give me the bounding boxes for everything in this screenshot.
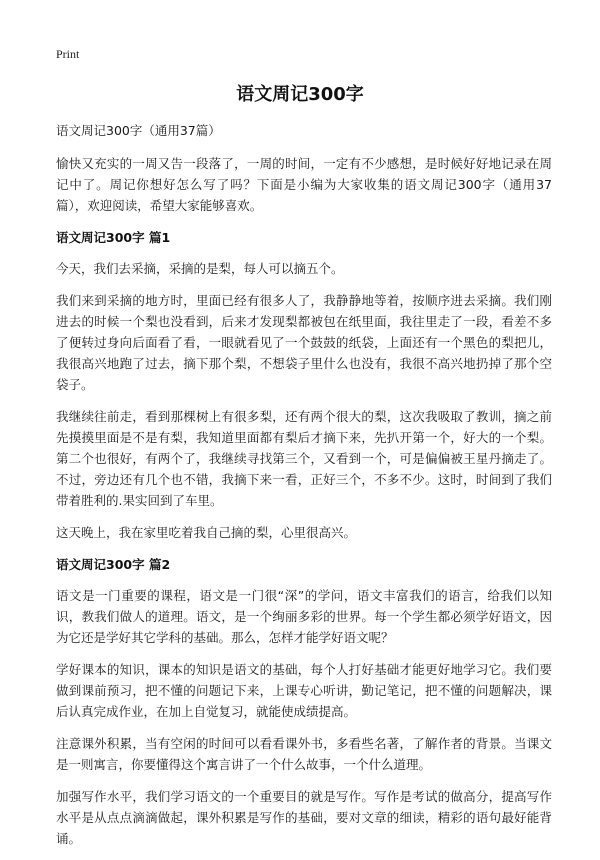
section-1-paragraph-3: 我继续往前走，看到那棵树上有很多梨，还有两个很大的梨，这次我吸取了教训，摘之前先摸摸里面是不是有梨，我知道里面都有梨后才摘下来，先扒开第一个，好大的一个梨。第二个也很好，有两个了，我继续寻找第三个，又看到一个，可是偏偏被王星丹摘走了。不过，旁边还有几个也不错，我摘下来一看，正好三个，不多不少。这时，时间到了我们带着胜利的.果实回到了车里。 [56, 409, 552, 508]
article-subtitle: 语文周记300字（通用37篇） [56, 123, 221, 138]
section-2-paragraph-4: 加强写作水平，我们学习语文的一个重要目的就是写作。写作是考试的做高分，提高写作水平是从点点滴滴做起，课外积累是写作的基础，要对文章的细读，精彩的语句最好能背诵。 [56, 789, 552, 846]
intro-paragraph: 愉快又充实的一周又告一段落了，一周的时间，一定有不少感想，是时候好好地记录在周记中了。周记你想好怎么写了吗？下面是小编为大家收集的语文周记300字（通用37篇），欢迎阅读，希望大家能够喜欢。 [56, 156, 552, 213]
section-1-paragraph-4: 这天晚上，我在家里吃着我自己摘的梨，心里很高兴。 [56, 525, 357, 540]
section-heading-2: 语文周记300字 篇2 [56, 557, 171, 572]
section-1-paragraph-2: 我们来到采摘的地方时，里面已经有很多人了，我静静地等着，按顺序进去采摘。我们刚进去的时候一个梨也没看到，后来才发现梨都被包在纸里面，我往里走了一段，看差不多了便转过身向后面看了看，一眼就看见了一个鼓鼓的纸袋，上面还有一个黑色的梨把儿，我很高兴地跑了过去，摘下那个梨，不想袋子里什么也没有，我很不高兴地扔掉了那个空袋子。 [56, 293, 552, 392]
article-body [56, 120, 552, 860]
section-2-paragraph-3: 注意课外积累，当有空闲的时间可以看看课外书，多看些名著，了解作者的背景。当课文是一则寓言，你要懂得这个寓言讲了一个什么故事，一个什么道理。 [56, 736, 552, 772]
section-2-paragraph-2: 学好课本的知识，课本的知识是语文的基础，每个人打好基础才能更好地学习它。我们要做到课前预习，把不懂的问题记下来，上课专心听讲，勤记笔记，把不懂的问题解决，课后认真完成作业，在加上自觉复习，就能使成绩提高。 [56, 662, 552, 719]
page-title: 语文周记300字 [236, 84, 364, 105]
print-link[interactable]: Print [56, 47, 80, 61]
section-1-paragraph-1: 今天，我们去采摘，采摘的是梨，每人可以摘五个。 [56, 261, 344, 276]
section-2-paragraph-1: 语文是一门重要的课程，语文是一门很“深”的学问，语文丰富我们的语言，给我们以知识，教我们做人的道理。语文，是一个绚丽多彩的世界。每一个学生都必须学好语文，因为它还是学好其它学科的基础。那么，怎样才能学好语文呢？ [56, 588, 552, 645]
section-heading-1: 语文周记300字 篇1 [56, 230, 171, 245]
